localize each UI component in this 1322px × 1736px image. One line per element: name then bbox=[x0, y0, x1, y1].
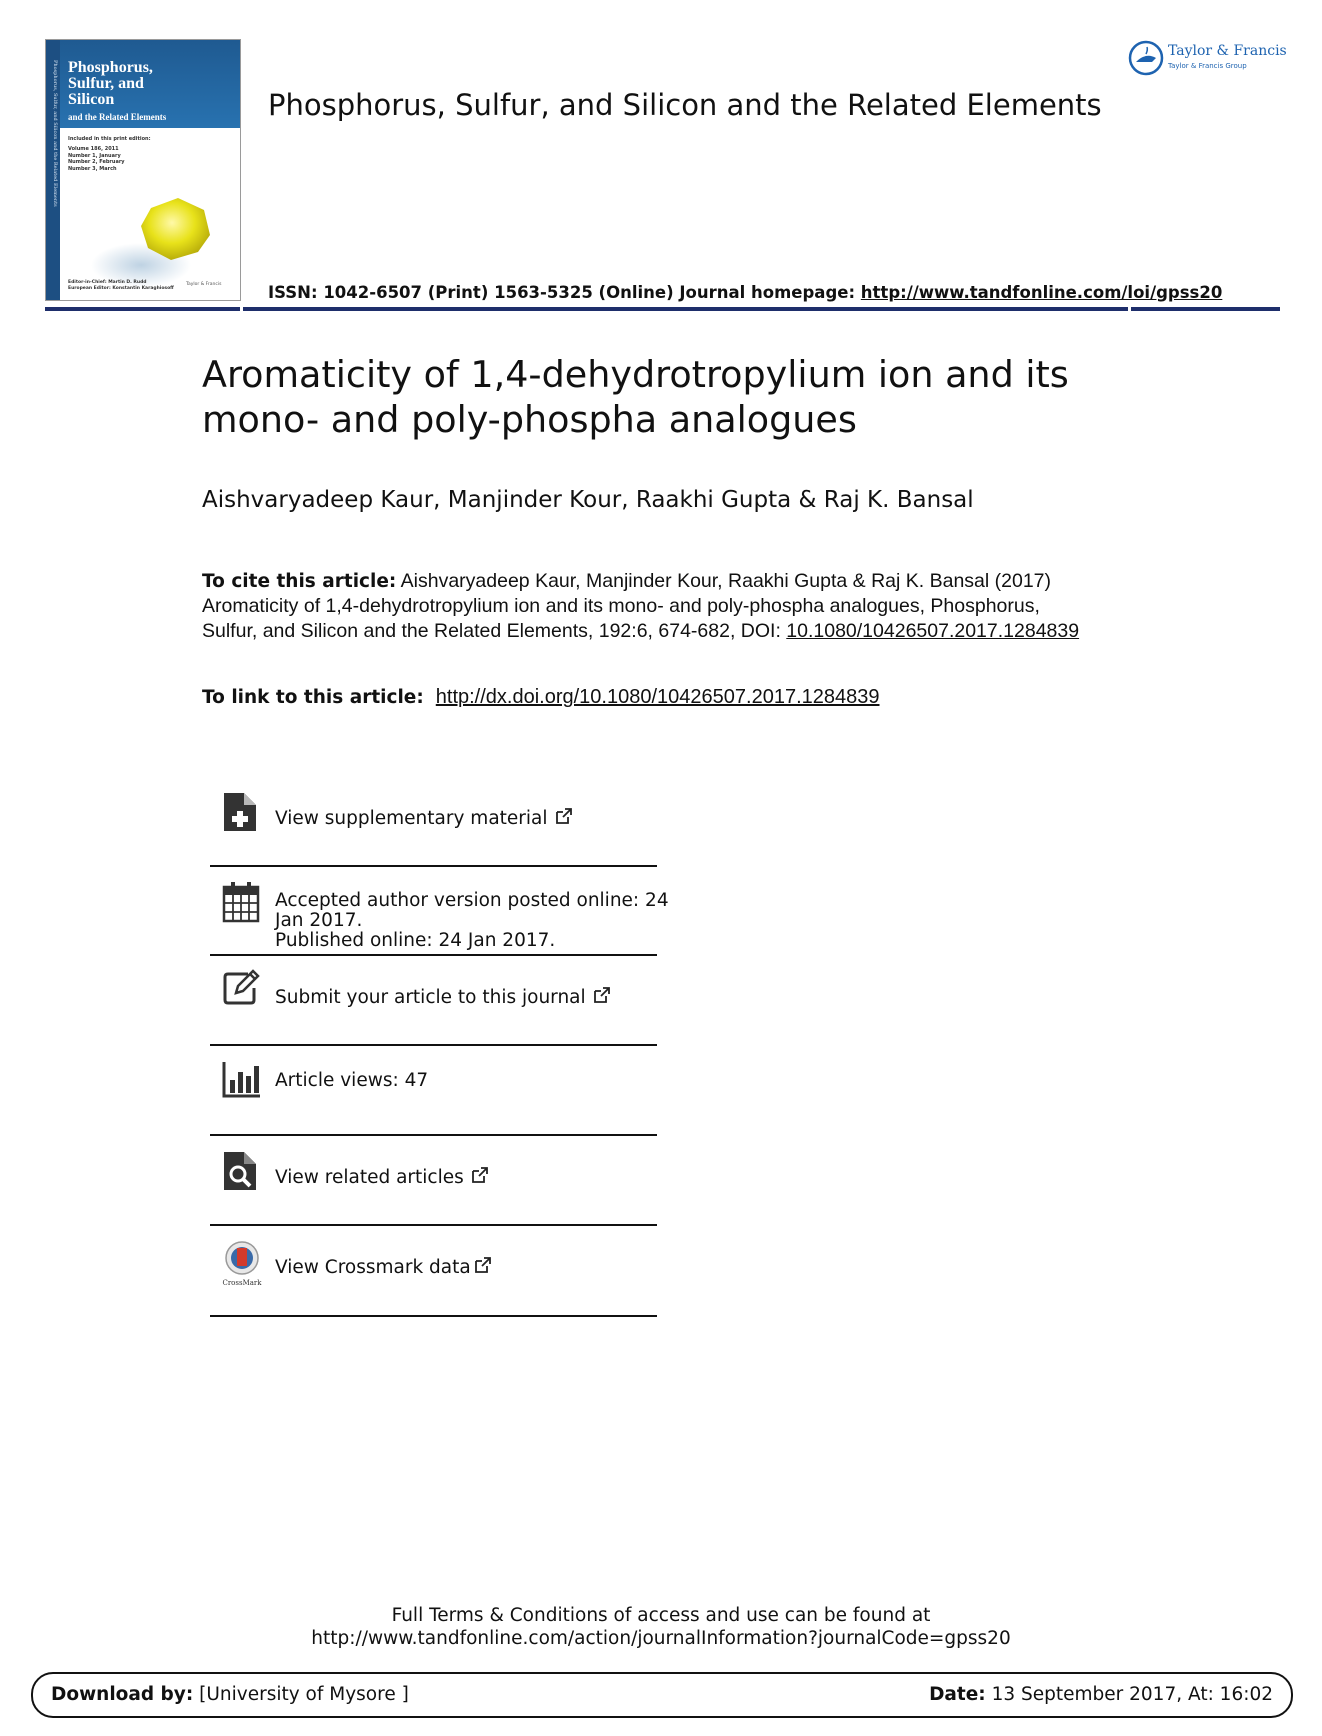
cover-spine bbox=[46, 40, 60, 300]
search-document-icon bbox=[222, 1150, 260, 1192]
cover-title bbox=[68, 60, 153, 108]
download-label: Download by: bbox=[51, 1684, 194, 1705]
header-rule-gap bbox=[240, 307, 243, 311]
cover-title-line: Silicon bbox=[68, 91, 115, 108]
article-authors: Aishvaryadeep Kaur, Manjinder Kour, Raakhi Gupta & Raj K. Bansal bbox=[202, 487, 974, 513]
row-divider bbox=[210, 865, 657, 867]
cover-editor bbox=[68, 280, 174, 292]
accepted-date-line: Accepted author version posted online: 24 bbox=[275, 890, 669, 911]
journal-homepage-link[interactable]: http://www.tandfonline.com/loi/gpss20 bbox=[860, 283, 1223, 302]
crossmark-label: View Crossmark data bbox=[275, 1257, 471, 1278]
edit-icon bbox=[222, 966, 260, 1008]
external-link-icon bbox=[473, 1255, 493, 1275]
terms-notice bbox=[0, 1604, 1322, 1650]
issn-text: ISSN: 1042-6507 (Print) 1563-5325 (Online) Journal homepage: bbox=[268, 283, 861, 302]
download-date bbox=[929, 1684, 1273, 1705]
cover-editor-line: European Editor: Konstantin Karaghiosoff bbox=[68, 286, 174, 291]
bar-chart-icon bbox=[222, 1058, 260, 1100]
cover-issue-line: Number 3, March bbox=[68, 165, 117, 172]
download-by bbox=[51, 1684, 409, 1705]
cover-spine-text: Phosphorus, Sulfur, and Silicon and the Related Elements bbox=[52, 60, 58, 207]
view-crossmark-link[interactable] bbox=[275, 1255, 493, 1278]
external-link-icon bbox=[592, 985, 612, 1005]
taylor-francis-lamp-icon bbox=[1128, 40, 1164, 76]
publisher-name: Taylor & Francis bbox=[1168, 43, 1287, 59]
crossmark-logo-text: CrossMark bbox=[222, 1279, 262, 1287]
published-date: Published online: 24 Jan 2017. bbox=[275, 930, 556, 951]
cover-editor-line: Editor-in-Chief: Martin D. Rudd bbox=[68, 280, 147, 285]
view-supplementary-link[interactable] bbox=[275, 806, 574, 829]
link-label: To link to this article: bbox=[202, 687, 424, 708]
related-label: View related articles bbox=[275, 1167, 464, 1188]
cover-issue-line: Volume 186, 2011 bbox=[68, 146, 119, 152]
row-divider bbox=[210, 954, 657, 956]
doi-link[interactable]: http://dx.doi.org/10.1080/10426507.2017.1284839 bbox=[435, 686, 880, 708]
submit-article-link[interactable] bbox=[275, 985, 612, 1008]
external-link-icon bbox=[554, 806, 574, 826]
external-link-icon bbox=[470, 1165, 490, 1185]
cite-text: Aishvaryadeep Kaur, Manjinder Kour, Raakhi Gupta & Raj K. Bansal (2017) Aromaticity of 1,4-dehydrotropylium ion and its mono- and poly-phospha analogues, Phosphorus, Sulfur, and Silicon and the Related Elements, 192:6, 674-682, DOI: bbox=[202, 570, 1052, 642]
publisher-group: Taylor & Francis Group bbox=[1168, 62, 1247, 70]
cover-title-line: Phosphorus, bbox=[68, 59, 153, 76]
journal-cover-image bbox=[45, 39, 241, 301]
supplementary-label: View supplementary material bbox=[275, 808, 548, 829]
date-label: Date: bbox=[929, 1684, 986, 1705]
row-divider bbox=[210, 1134, 657, 1136]
crossmark-icon bbox=[220, 1240, 264, 1288]
header-rule-gap bbox=[1128, 307, 1131, 311]
terms-line: Full Terms & Conditions of access and use can be found at bbox=[391, 1605, 931, 1626]
taylor-francis-logo[interactable] bbox=[1128, 40, 1287, 76]
cover-issue-line: Number 1, January bbox=[68, 152, 121, 159]
cite-label: To cite this article: bbox=[202, 571, 397, 592]
download-value: [University of Mysore ] bbox=[193, 1684, 409, 1705]
accepted-date-line: Jan 2017. bbox=[275, 910, 363, 931]
cite-doi-link[interactable]: 10.1080/10426507.2017.1284839 bbox=[786, 620, 1080, 642]
submit-label: Submit your article to this journal bbox=[275, 987, 586, 1008]
issn-line bbox=[268, 283, 1222, 302]
row-divider bbox=[210, 1315, 657, 1317]
download-footer bbox=[31, 1672, 1293, 1718]
calendar-icon bbox=[222, 881, 260, 923]
cover-issue-line: Number 2, February bbox=[68, 159, 125, 165]
view-related-link[interactable] bbox=[275, 1165, 490, 1188]
terms-url[interactable]: http://www.tandfonline.com/action/journalInformation?journalCode=gpss20 bbox=[311, 1628, 1011, 1649]
link-to-article bbox=[202, 686, 880, 709]
cover-publisher: Taylor & Francis bbox=[186, 282, 222, 287]
date-value: 13 September 2017, At: 16:02 bbox=[985, 1684, 1273, 1705]
article-views: Article views: 47 bbox=[275, 1070, 429, 1091]
cover-title-line: Sulfur, and bbox=[68, 75, 144, 92]
publication-dates bbox=[275, 891, 669, 951]
cover-issue bbox=[68, 146, 125, 172]
row-divider bbox=[210, 1044, 657, 1046]
row-divider bbox=[210, 1224, 657, 1226]
file-plus-icon bbox=[222, 791, 260, 833]
article-title: Aromaticity of 1,4-dehydrotropylium ion and its mono- and poly-phospha analogues bbox=[202, 353, 1069, 441]
header-rule bbox=[45, 307, 1280, 311]
citation-block bbox=[202, 569, 1082, 644]
cover-included: Included in this print edition: bbox=[68, 136, 151, 142]
journal-name: Phosphorus, Sulfur, and Silicon and the Related Elements bbox=[268, 88, 1102, 122]
cover-subtitle: and the Related Elements bbox=[68, 112, 167, 122]
